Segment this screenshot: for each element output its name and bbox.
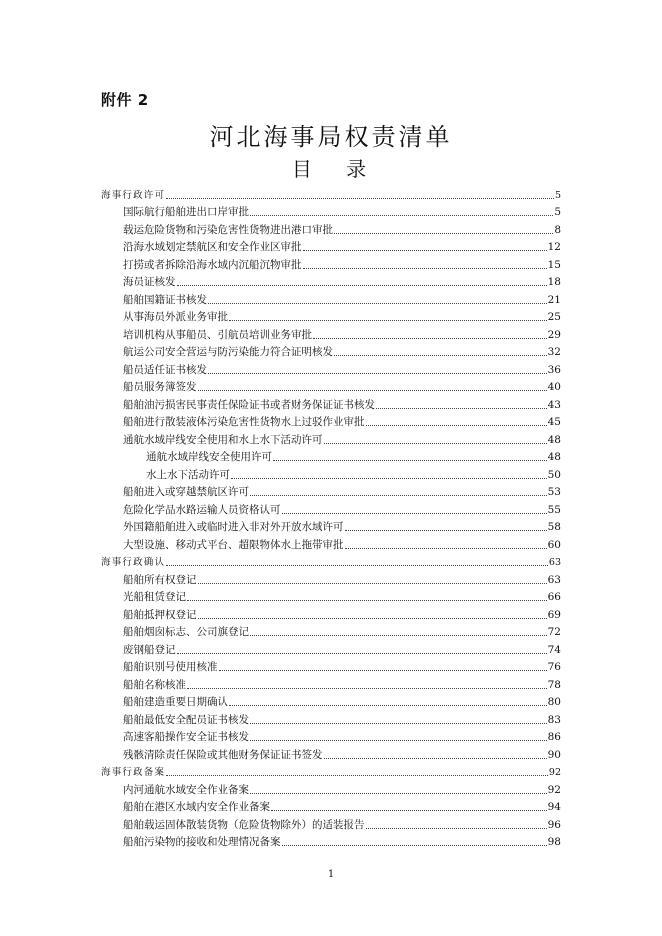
toc-entry[interactable]: [101, 359, 561, 377]
toc-entry[interactable]: [101, 219, 561, 237]
toc-entry-label: 海事行政确认: [101, 557, 166, 568]
toc-entry-label: 船舶油污损害民事责任保险证书或者财务保证证书核发: [123, 398, 375, 411]
toc-entry[interactable]: [101, 587, 561, 605]
toc-entry[interactable]: [101, 779, 561, 797]
dot-leader: [282, 512, 547, 514]
toc-entry[interactable]: [101, 517, 561, 535]
toc-entry-label: 残骸清除责任保险或其他财务保证证书签发: [123, 748, 323, 761]
toc-entry-label: 培训机构从事船员、引航员培训业务审批: [123, 328, 312, 341]
toc-entry[interactable]: [101, 744, 561, 762]
toc-entry-label: 国际航行船舶进出口岸审批: [123, 206, 249, 218]
toc-entry-page: 86: [547, 731, 561, 743]
toc-entry-page: 83: [547, 713, 561, 726]
toc-section[interactable]: [101, 762, 561, 780]
dot-leader: [250, 214, 553, 216]
toc-entry-label: 内河通航水域安全作业备案: [123, 783, 249, 796]
dot-leader: [250, 722, 547, 724]
toc-entry-page: 58: [547, 521, 561, 533]
toc-entry-page: 50: [547, 468, 561, 481]
dot-leader: [198, 389, 547, 391]
toc-entry-page: 90: [547, 748, 561, 761]
toc-entry[interactable]: [101, 569, 561, 587]
toc-entry-page: 43: [547, 398, 561, 411]
toc-entry-page: 18: [547, 276, 561, 288]
toc-entry-label: 废钢船登记: [123, 643, 176, 656]
toc-entry-page: 21: [547, 293, 561, 306]
toc-entry-label: 船员适任证书核发: [123, 363, 207, 376]
toc-entry[interactable]: [101, 394, 561, 412]
dot-leader: [273, 459, 547, 461]
toc-entry-page: 96: [547, 818, 561, 831]
dot-leader: [229, 319, 547, 321]
toc-entry-page: 80: [547, 696, 561, 708]
toc-entry[interactable]: [101, 202, 561, 220]
toc-entry-page: 66: [547, 591, 561, 603]
dot-leader: [177, 284, 547, 286]
toc-entry-label: 船舶国籍证书核发: [123, 293, 207, 306]
toc-entry-page: 12: [547, 241, 561, 253]
toc-entry-page: 53: [547, 486, 561, 498]
dot-leader: [250, 739, 547, 741]
toc-entry-page: 5: [554, 189, 561, 201]
toc-entry[interactable]: [101, 464, 561, 482]
toc-entry-label: 船员服务簿签发: [123, 381, 197, 393]
toc-entry-page: 45: [547, 416, 561, 428]
toc-entry[interactable]: [101, 429, 561, 447]
toc-entry-label: 外国籍船舶进入或临时进入非对外开放水域许可: [123, 521, 344, 533]
toc-entry-label: 船舶进入或穿越禁航区许可: [123, 486, 249, 498]
toc-entry-page: 5: [554, 206, 561, 218]
toc-entry-page: 92: [548, 767, 561, 778]
toc-entry-label: 通航水域岸线安全使用和水上水下活动许可: [123, 433, 323, 446]
toc-entry[interactable]: [101, 657, 561, 675]
toc-entry-page: 8: [554, 223, 561, 236]
toc-entry-label: 船舶烟囱标志、公司旗登记: [123, 626, 249, 638]
toc-entry[interactable]: [101, 639, 561, 657]
dot-leader: [198, 617, 547, 619]
dot-leader: [177, 652, 547, 654]
toc-entry-page: 98: [547, 836, 561, 848]
toc-section[interactable]: [101, 184, 561, 202]
toc-entry-page: 55: [547, 503, 561, 516]
toc-entry-label: 船舶建造重要日期确认: [123, 696, 228, 708]
dot-leader: [324, 442, 547, 444]
toc-entry[interactable]: [101, 324, 561, 342]
dot-leader: [187, 687, 547, 689]
dot-leader: [303, 249, 547, 251]
dot-leader: [250, 494, 547, 496]
dot-leader: [376, 407, 547, 409]
dot-leader: [208, 302, 547, 304]
toc-entry-page: 25: [547, 311, 561, 323]
toc-entry-page: 63: [547, 573, 561, 586]
toc-entry-page: 94: [547, 801, 561, 813]
toc-entry-label: 高速客船操作安全证书核发: [123, 731, 249, 743]
toc-entry[interactable]: [101, 412, 561, 430]
toc-entry-page: 60: [547, 538, 561, 551]
toc-entry-page: 48: [547, 433, 561, 446]
page-number: 1: [327, 869, 335, 880]
dot-leader: [334, 354, 547, 356]
toc-entry-page: 40: [547, 381, 561, 393]
toc-entry[interactable]: [101, 727, 561, 745]
dot-leader: [345, 529, 547, 531]
toc-entry-page: 92: [547, 783, 561, 796]
toc-entry-label: 航运公司安全营运与防污染能力符合证明核发: [123, 346, 333, 358]
toc-entry-label: 大型设施、移动式平台、超限物体水上拖带审批: [123, 538, 344, 551]
toc-entry[interactable]: [101, 342, 561, 360]
toc-entry-label: 水上水下活动许可: [146, 468, 230, 481]
toc-entry-label: 载运危险货物和污染危害性货物进出港口审批: [123, 223, 333, 236]
toc-entry[interactable]: [101, 289, 561, 307]
toc-entry-page: 78: [547, 678, 561, 691]
toc-entry-page: 48: [547, 451, 561, 463]
toc-entry[interactable]: [101, 499, 561, 517]
toc-entry[interactable]: [101, 272, 561, 290]
toc-entry[interactable]: [101, 377, 561, 395]
toc-entry-label: 船舶污染物的接收和处理情况备案: [123, 836, 281, 848]
toc-entry[interactable]: [101, 237, 561, 255]
toc-entry-label: 船舶名称核准: [123, 678, 186, 691]
toc-entry[interactable]: [101, 797, 561, 815]
toc-entry-page: 29: [547, 328, 561, 341]
dot-leader: [334, 232, 553, 234]
toc-entry-page: 63: [548, 557, 561, 568]
dot-leader: [324, 757, 547, 759]
dot-leader: [250, 792, 547, 794]
toc-entry-page: 76: [547, 661, 561, 673]
toc-entry-page: 72: [547, 626, 561, 638]
document-title: 河北海事局权责清单: [209, 123, 453, 151]
toc-entry[interactable]: [101, 622, 561, 640]
toc-entry[interactable]: [101, 692, 561, 710]
dot-leader: [208, 372, 547, 374]
dot-leader: [303, 267, 547, 269]
dot-leader: [229, 704, 547, 706]
dot-leader: [187, 599, 547, 601]
toc-entry-label: 沿海水域划定禁航区和安全作业区审批: [123, 241, 302, 253]
toc-entry-label: 海事行政许可: [101, 189, 166, 201]
dot-leader: [250, 634, 547, 636]
toc-entry-label: 从事海员外派业务审批: [123, 311, 228, 323]
toc-entry-page: 32: [547, 346, 561, 358]
toc-entry-label: 船舶在港区水域内安全作业备案: [123, 801, 270, 813]
toc-entry-label: 船舶最低安全配员证书核发: [123, 713, 249, 726]
dot-leader: [345, 547, 547, 549]
toc-entry[interactable]: [101, 709, 561, 727]
toc-section[interactable]: [101, 552, 561, 570]
dot-leader: [366, 827, 547, 829]
dot-leader: [282, 844, 547, 846]
toc-entry-page: 74: [547, 643, 561, 656]
dot-leader: [271, 809, 547, 811]
dot-leader: [219, 669, 547, 671]
toc-entry[interactable]: [101, 832, 561, 850]
attachment-label: 附件 2: [101, 91, 149, 109]
toc-entry-label: 光船租赁登记: [123, 591, 186, 603]
dot-leader: [366, 424, 547, 426]
table-of-contents: [101, 184, 561, 849]
toc-entry[interactable]: [101, 814, 561, 832]
toc-entry[interactable]: [101, 447, 561, 465]
toc-entry-label: 船舶识别号使用核准: [123, 661, 218, 673]
toc-entry-page: 69: [547, 608, 561, 621]
toc-entry[interactable]: [101, 604, 561, 622]
toc-entry[interactable]: [101, 482, 561, 500]
toc-entry-label: 船舶载运固体散装货物（危险货物除外）的适装报告: [123, 818, 365, 831]
dot-leader: [166, 197, 554, 199]
toc-heading: 目 录: [291, 157, 381, 181]
toc-entry[interactable]: [101, 307, 561, 325]
toc-entry-label: 危险化学品水路运输人员资格认可: [123, 503, 281, 516]
toc-entry-label: 船舶进行散装液体污染危害性货物水上过驳作业审批: [123, 416, 365, 428]
dot-leader: [198, 582, 547, 584]
dot-leader: [313, 337, 547, 339]
toc-entry[interactable]: [101, 534, 561, 552]
dot-leader: [166, 774, 548, 776]
toc-entry-label: 通航水域岸线安全使用许可: [146, 451, 272, 463]
toc-entry-label: 海员证核发: [123, 276, 176, 288]
toc-entry-label: 海事行政备案: [101, 767, 166, 778]
toc-entry-label: 打捞或者拆除沿海水域内沉船沉物审批: [123, 258, 302, 271]
toc-entry-page: 36: [547, 363, 561, 376]
dot-leader: [231, 477, 547, 479]
toc-entry-label: 船舶抵押权登记: [123, 608, 197, 621]
toc-entry[interactable]: [101, 674, 561, 692]
dot-leader: [166, 564, 548, 566]
toc-entry-label: 船舶所有权登记: [123, 573, 197, 586]
toc-entry[interactable]: [101, 254, 561, 272]
toc-entry-page: 15: [547, 258, 561, 271]
